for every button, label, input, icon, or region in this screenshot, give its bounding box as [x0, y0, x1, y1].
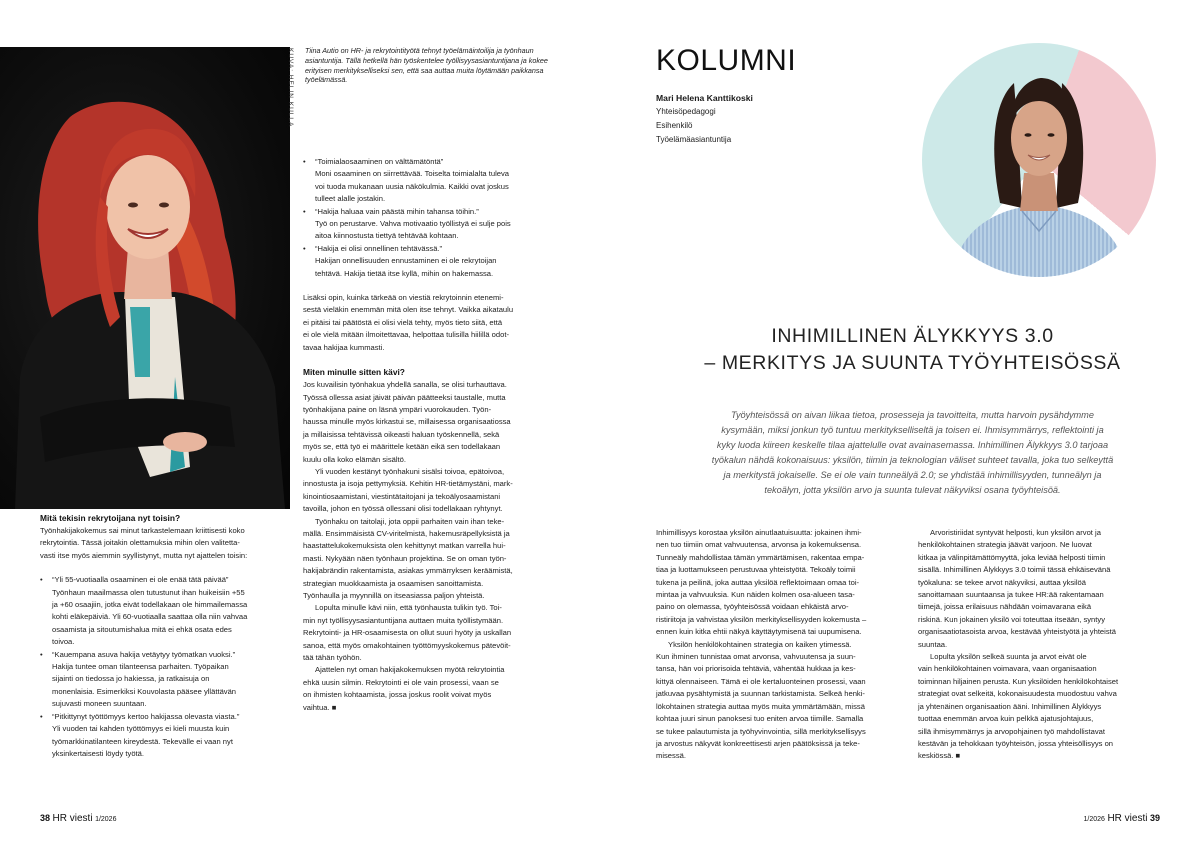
author-name: Mari Helena Kanttikoski	[656, 93, 753, 103]
magazine-name-right: HR viesti	[1107, 813, 1148, 824]
author-intro: Tiina Autio on HR- ja rekrytointityötä tehnyt työelämäintoilija ja työnhaun asiantuntija. Tällä hetkellä hän työskentelee työllisyysasiantuntijana ja kokee erityisen merkitykselliseksi sen, että saa auttaa muita löytämään paikkansa työelämässä.	[305, 46, 548, 85]
headline-line-2: – MERKITYS JA SUUNTA TYÖYHTEISÖSSÄ	[704, 352, 1121, 374]
left-col-1	[40, 512, 280, 760]
author-role-2: Esihenkilö	[656, 121, 693, 130]
paragraph-communication: Lisäksi opin, kuinka tärkeää on viestiä rekrytoinnin etenemi- sestä vieläkin enemmän mitä olen itse tehnyt. Vaikka aikataulu ei pitäisi tai päätöstä ei olisi vielä tehty, myös tieto siitä, että ei ole vielä mitään ilmoitettavaa, helpottaa tulisilla hiilillä odot- tavaa hakijaa kummasti.	[303, 293, 514, 352]
list-item: • “Hakija haluaa vain päästä mihin tahansa töihin.” Työ on perustarve. Vahva motivaatio työllistyä ei sulje pois aitoa kiinnostusta tiettyä tehtävää kohtaan.	[303, 206, 568, 243]
article-lead: Työyhteisössä on aivan liikaa tietoa, prosesseja ja tavoitteita, mutta harvoin pysähdymme kysymään, miksi jonkun työ tuntuu merkitykselliseltä ja toisen ei. Ihmisymmärrys, reflektointi ja kyky luoda kiireen keskelle tilaa ajattelulle ovat avainasemassa. Inhimillinen Älykkyys 3.0 tarjoaa työkalun nähdä kokonaisuus: yksilön, tiimin ja teknologian väliset suhteet tavalla, joka tuo selkeyttä ja merkitystä jokaiselle. Se ei ole vain tunneälyä 2.0; se yhdistää inhimillisyyden, tunneälyn ja tekoälyn, jotta yksilön arvo ja suunta tulevat näkyviksi osana työyhteisöä.	[711, 410, 1114, 495]
paragraph-closing: Ajattelen nyt oman hakijakokemuksen myötä rekrytointia ehkä uusin silmin. Rekrytointi ei ole vain prosessi, vaan se on ihmisten kohtaamista, jossa joskus roolit voivat myös vaihtua. ■	[303, 665, 505, 712]
paragraph-skill: Työnhaku on taitolaji, jota oppii parhaiten vain ihan teke- mällä. Ensimmäisistä CV-viritelmistä, hakemusräpellyksistä ja haastattelukokemuksista olen kehittynyt matkan varrella hui- masti. Nykyään näen työnhaun projektina. Se on oman työn- hakijabrändin rakentamista, asiakas ymmärryksen keräämistä, strategian muokkaamista ja osaamisen sanoittamista. Työnhaulla ja myynnillä on itseasiassa paljon yhteistä.	[303, 516, 513, 600]
portrait-illustration	[0, 47, 290, 509]
assumption-list-continued	[303, 156, 568, 280]
right-col-2	[918, 527, 1168, 763]
section-title: KOLUMNI	[656, 44, 797, 77]
paragraph-frustration: Jos kuvailisin työnhakua yhdellä sanalla, se olisi turhauttava. Työssä ollessa asiat jäivät päivän päätteeksi taustalle, mutta työnhakijana paine on läsnä ympäri vuorokauden. Työn- haussa minulle myös kirkastui se, millaisessa organisaatiossa ja millaisissa tehtävissä oikeasti haluan työskennellä, sekä myös se, että työ ei määrittele ketään eikä sen todellakaan kuulu olla koko elämän sisältö.	[303, 380, 511, 464]
author-role-1: Yhteisöpedagogi	[656, 107, 716, 116]
portrait-photo-tiina	[0, 47, 290, 509]
list-item: • “Toimialaosaaminen on välttämätöntä” Moni osaaminen on siirrettävää. Toiselta toimialalta tuleva voi tuoda mukanaan uusia näkökulmia. Kaikki ovat joskus tulleet alalle jostakin.	[303, 156, 568, 206]
portrait-illustration	[922, 43, 1156, 277]
paragraph-hope: Yli vuoden kestänyt työnhakuni sisälsi toivoa, epätoivoa, innostusta ja isoja pettymyksiä. Kehitin HR-tietämystäni, mark- kinointiosaamistani, viestintätaitojani ja tekoälyosaamistani tavoilla, johon en työssä ollessani olisi todellakaan ryhtynyt.	[303, 466, 513, 514]
paragraph-value-conflicts: Arvoristiriidat syntyvät helposti, kun yksilön arvot ja henkilökohtainen strategia jäävät varjoon. Ne luovat kitkaa ja välinpitämättömyyttä, joka leviää helposti tiimin sisällä. Inhimillinen Älykkyys 3.0 toimii tässä ehkäisevänä työkaluna: se tekee arvot näkyviksi, auttaa yksilöä sanoittamaan suuntaansa ja tukee HR:ää rakentamaan tiimejä, joissa erilaisuus nähdään voimavarana eikä riskinä. Kun jokainen yksilö voi toteuttaa itseään, syntyy organisaatiotasoista arvoa, kestävää yhteistyötä ja yhteistä suuntaa.	[918, 528, 1116, 649]
left-col-2	[303, 156, 568, 714]
list-item: • “Hakija ei olisi onnellinen tehtävässä.” Hakijan onnellisuuden ennustaminen ei ole rekrytoijan tehtävä. Hakija tietää itse kyllä, mihin on hakemassa.	[303, 243, 568, 280]
photo-credit: KUVA: HELIN KULLA	[287, 48, 294, 128]
paragraph-conclusion: Lopulta yksilön selkeä suunta ja arvot eivät ole vain henkilökohtainen voimavara, vaan organisaation toiminnan hiljainen perusta. Kun yksilöiden henkilökohtaiset strategiat ovat selkeitä, kokonaisuudesta muodostuu vahva ja yhtenäinen organisaation ääni. Inhimillinen Älykkyys tuottaa enemmän arvoa kuin pelkkä ajatusjohtajuus, sillä ihmisymmärrys ja arvopohjainen työ mahdollistavat kestävän ja tehokkaan työyhteisön, jossa yhteisöllisyys on keskiössä. ■	[918, 652, 1119, 761]
footer-right	[1084, 813, 1160, 824]
author-role-3: Työelämäasiantuntija	[656, 135, 732, 144]
issue-left: 1/2026	[95, 816, 117, 823]
list-item: • “Pitkittynyt työttömyys kertoo hakijassa olevasta viasta.” Yli vuoden tai kahden työttömyys ei kieli muusta kuin työmarkkinatilanteen kireydestä. Tekevälle ei vaan nyt yksinkertaisesti löydy työtä.	[40, 711, 280, 761]
issue-right: 1/2026	[1083, 816, 1105, 823]
section-heading-recruiter: Mitä tekisin rekrytoijana nyt toisin?	[40, 513, 181, 523]
footer-left	[40, 813, 116, 824]
paragraph-job: Lopulta minulle kävi niin, että työnhausta tulikin työ. Toi- min nyt työllisyysasiantuntijana auttaen muita työllistymään. Rekrytointi- ja HR-osaamisesta on ollut suuri hyöty ja uskallan sanoa, että myös omakohtainen työttömyyskokemus pätevöit- tää tähän työhön.	[303, 603, 512, 663]
list-item: • “Yli 55-vuotiaalla osaaminen ei ole enää tätä päivää” Työnhaun maailmassa olen tutustunut ihan huikeisiin +55 ja +60 osaajiin, jotka eivät todellakaan ole himmailemassa kohti eläkepäiviä. Yli 60-vuotiaalla saattaa olla niin vahvaa osaamista ja sitoutumishalua mitä ei ehkä osata edes toivoa.	[40, 574, 280, 648]
list-item: • “Kauempana asuva hakija vetäytyy työmatkan vuoksi.” Hakija tuntee oman tilanteensa parhaiten. Työpaikan sijainti on tiedossa jo hakiessa, ja ratkaisuja on monenlaisia. Esimerkiksi Kouvolasta pääsee yllättävän sujuvasti moneen suuntaan.	[40, 649, 280, 711]
portrait-photo-mari	[922, 43, 1156, 277]
paragraph-strategy: Yksilön henkilökohtainen strategia on kaiken ytimessä. Kun ihminen tunnistaa omat arvonsa, vahvuutensa ja suun- tansa, hän voi priorisoida tehtäviä, vähentää hukkaa ja kes- kittyä olennaiseen. Tämä ei ole kertaluonteinen prosessi, vaan jatkuvaa pysähtymistä ja suunnan tarkistamista. Selkeä henki- lökohtainen strategia auttaa myös muita ymmärtämään, missä kohtaa juuri sinun panoksesi tuo eniten arvoa tiimille. Samalla se tukee palautumista ja työhyvinvointia, sillä merkityksellisyys ja arvostus näkyvät konkreettisesti arjen päätöksissä ja teke- misessä.	[656, 639, 866, 761]
paragraph-humanity: Inhimillisyys korostaa yksilön ainutlaatuisuutta: jokainen ihmi- nen tuo tiimiin omat vahvuutensa, arvonsa ja kokemuksensa. Tunneäly mahdollistaa tämän ymmärtämisen, rakentaa empa- tiaa ja luottamukseen perustuvaa yhteistyötä. Tekoäly toimii tukena ja peilinä, joka auttaa yksilöä reflektoimaan omaa toi- mintaa ja vahvuuksia. Kun näiden kolmen osa-alueen tasa- paino on olemassa, työyhteisössä voidaan ehkäistä arvo- ristiriitoja ja vahvistaa yksilön merkityksellisyyden kokemusta – ennen kuin kitka ehtii näkyä käyttäytymisenä tai uupumisena.	[656, 528, 867, 637]
page-number-left: 38	[40, 813, 51, 823]
article-headline	[640, 323, 1185, 377]
assumption-list	[40, 574, 280, 760]
right-col-1	[656, 527, 906, 763]
intro-paragraph: Työnhakijakokemus sai minut tarkastelemaan kriittisesti koko rekrytointia. Tässä joitakin olettamuksia mihin olen valitetta- vasti itse myös aiemmin syyllistynyt, mutta nyt ajattelen toisin:	[40, 526, 248, 560]
page-number-right: 39	[1149, 813, 1160, 823]
section-heading-outcome: Miten minulle sitten kävi?	[303, 367, 405, 378]
magazine-name-left: HR viesti	[52, 813, 93, 824]
headline-line-1: INHIMILLINEN ÄLYKKYYS 3.0	[771, 325, 1054, 347]
